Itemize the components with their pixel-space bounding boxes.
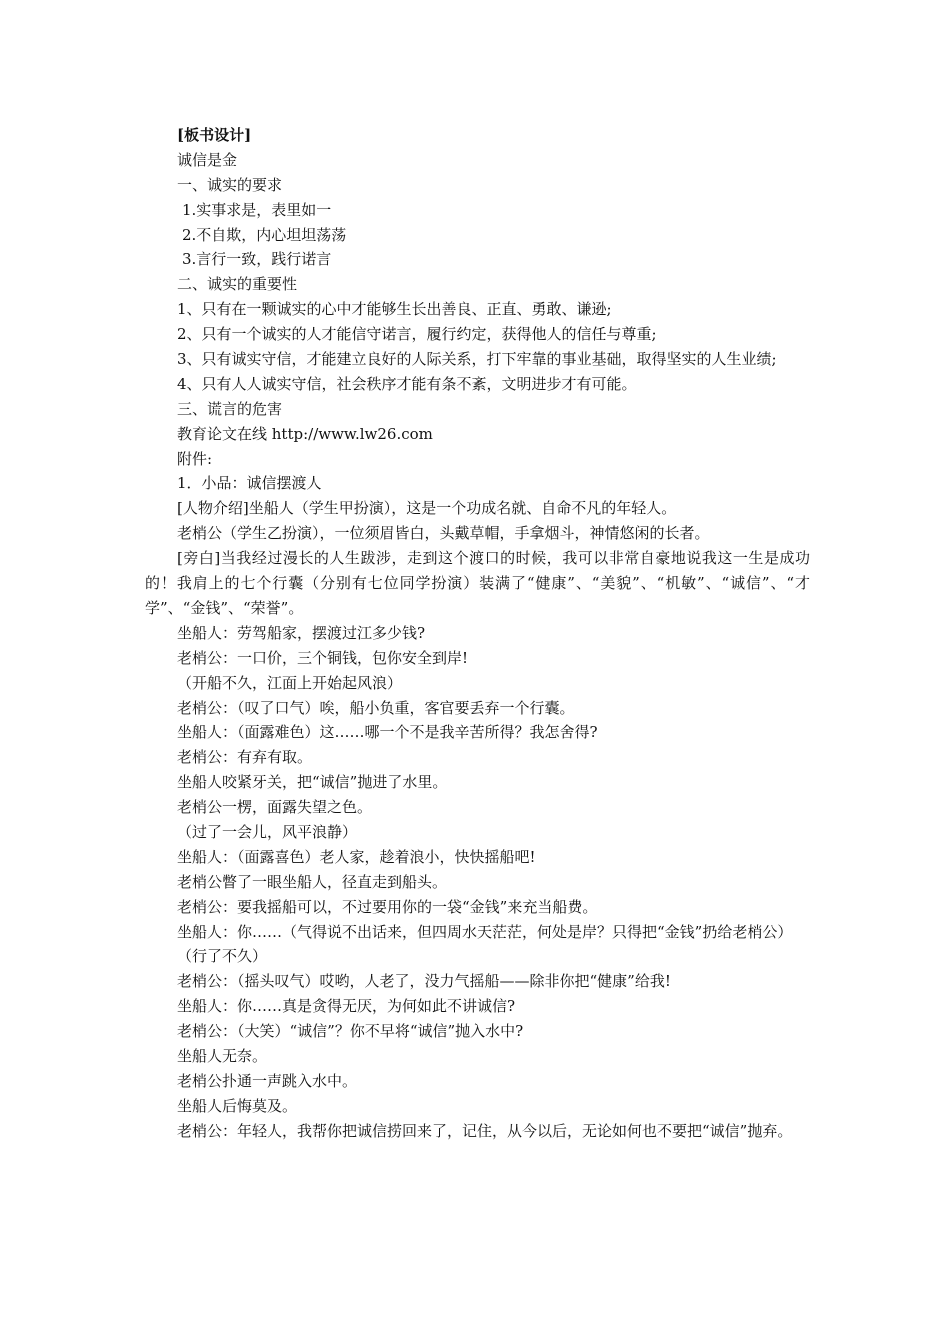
narrative-line: 老梢公扑通一声跳入水中。 [177,1071,358,1090]
narrative-line: 老梢公瞥了一眼坐船人，径直走到船头。 [177,872,448,891]
dialogue-line: 老梢公：（叹了口气）唉，船小负重，客官要丢弃一个行囊。 [177,698,575,717]
dialogue-line: 坐船人：（面露喜色）老人家，趁着浪小，快快摇船吧! [177,847,536,866]
closing-dialogue-paragraph: 老梢公：年轻人，我帮你把诚信捞回来了，记住，从今以后，无论如何也不要把“诚信”抛弃。 [177,1121,793,1140]
importance-item-4: 4、只有人人诚实守信，社会秩序才能有条不紊，文明进步才有可能。 [177,374,637,393]
skit-title: 1．小品：诚信摆渡人 [177,474,322,493]
dialogue-line: 坐船人：你……真是贪得无厌，为何如此不讲诚信? [177,997,516,1016]
importance-item-3: 3、只有诚实守信，才能建立良好的人际关系，打下牢靠的事业基础，取得坚实的人生业绩; [177,350,777,369]
narration-paragraph: [旁白]当我经过漫长的人生跋涉，走到这个渡口的时候，我可以非常自豪地说我这一生是成功的！我肩上的七个行囊（分别有七位同学扮演）装满了“健康”、“美貌”、“机敏”、“诚信”、“才学”、“金钱”、“荣誉”。 [145,549,810,617]
requirement-item-1: 1.实事求是，表里如一 [182,200,332,219]
dialogue-line: 老梢公：一口价，三个铜钱，包你安全到岸! [177,648,469,667]
requirement-item-2: 2.不自欺，内心坦坦荡荡 [182,225,347,244]
narrative-line: 坐船人后悔莫及。 [177,1096,298,1115]
stage-direction: （过了一会儿，风平浪静） [177,823,358,841]
narrative-line: 坐船人咬紧牙关，把“诚信”抛进了水里。 [177,773,448,792]
narrative-line: 老梢公一楞，面露失望之色。 [177,798,373,817]
requirement-item-3: 3.言行一致，践行诺言 [182,250,332,269]
importance-item-1: 1、只有在一颗诚实的心中才能够生长出善良、正直、勇敢、谦逊; [177,300,612,319]
heading-lie-harm: 三、谎言的危害 [177,399,283,418]
dialogue-line: 老梢公：（大笑）“诚信”？你不早将“诚信”抛入水中? [177,1022,524,1041]
character-intro-passenger: [人物介绍]坐船人（学生甲扮演），这是一个功成名就、自命不凡的年轻人。 [177,499,677,518]
character-intro-boatman: 老梢公（学生乙扮演），一位须眉皆白，头戴草帽，手拿烟斗，神情悠闲的长者。 [177,524,710,543]
dialogue-line: 老梢公：有弃有取。 [177,748,313,767]
heading-honesty-importance: 二、诚实的重要性 [177,275,298,294]
narrative-line: 坐船人无奈。 [177,1047,268,1066]
stage-direction: （行了不久） [177,947,268,966]
dialogue-line: 老梢公：要我摇船可以，不过要用你的一袋“金钱”来充当船费。 [177,897,598,916]
source-site-line: 教育论文在线 http://www.lw26.com [177,424,433,443]
dialogue-line: 坐船人：劳驾船家，摆渡过江多少钱? [177,623,426,642]
stage-direction: （开船不久，江面上开始起风浪） [177,673,403,692]
heading-honesty-requirements: 一、诚实的要求 [177,175,283,194]
dialogue-paragraph: 坐船人：你……（气得说不出话来，但四周水天茫茫，何处是岸？只得把“金钱”扔给老梢公） [177,922,793,941]
section-heading-board-design: [板书设计] [177,126,252,144]
board-title: 诚信是金 [177,150,238,169]
importance-item-2: 2、只有一个诚实的人才能信守诺言，履行约定，获得他人的信任与尊重; [177,325,657,344]
dialogue-line: 坐船人：（面露难色）这……哪一个不是我辛苦所得？我怎舍得? [177,723,598,742]
dialogue-line: 老梢公：（摇头叹气）哎哟，人老了，没力气摇船——除非你把“健康”给我! [177,972,671,991]
appendix-label: 附件: [177,449,213,468]
